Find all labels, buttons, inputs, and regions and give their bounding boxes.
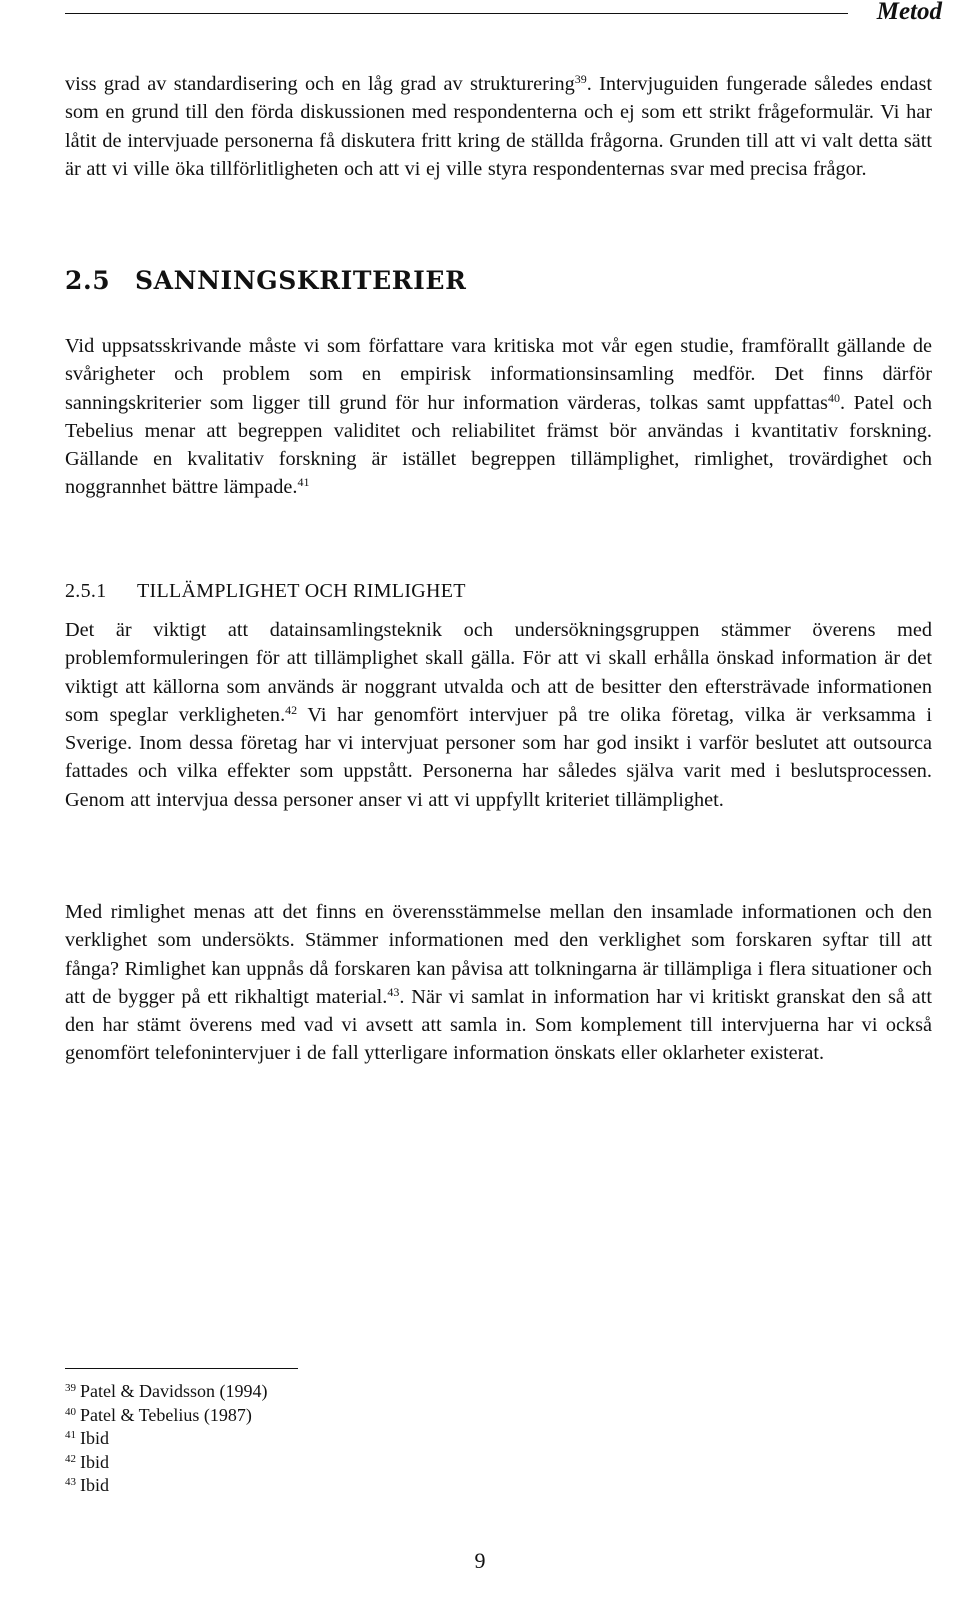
footnote-number: 40 (65, 1405, 76, 1418)
footnote-ref-42[interactable]: 42 (285, 702, 298, 717)
section-heading (65, 266, 466, 295)
paragraph-1 (65, 70, 932, 183)
footnote-item (65, 1451, 267, 1475)
header-rule (65, 13, 848, 14)
paragraph-4 (65, 898, 932, 1068)
paragraph-4-text-b: . När vi samlat in information har vi kritiskt granskat den så att den har stämt överens med vad vi avsett att samla in. Som komplement till intervjuerna har vi också genomfört telefonintervjuer i de fall ytterligare information önskats eller oklarheter existerat. (65, 985, 932, 1065)
footnote-ref-41[interactable]: 41 (297, 475, 310, 490)
paragraph-2-text-a: Vid uppsatsskrivande måste vi som författare vara kritiska mot vår egen studie, framförallt gällande de svårigheter och problem som en empirisk informationsinsamling medför. Det finns därför sanningskriterier som ligger till grund för hur information värderas, tolkas samt uppfattas (65, 335, 932, 414)
paragraph-3-text-b: Vi har genomfört intervjuer på tre olika företag, vilka är verksamma i Sverige. Inom dessa företag har vi intervjuat personer som har god insikt i varför beslutet att outsourca fattades och vilka effekter som uppstått. Personerna har således själva varit med i beslutsprocessen. Genom att intervjua dessa personer anser vi att vi uppfyllt kriteriet tillämplighet. (65, 703, 933, 811)
footnote-ref-40[interactable]: 40 (827, 390, 840, 405)
footnote-text: Patel & Davidsson (1994) (80, 1381, 268, 1401)
paragraph-3-text-a: Det är viktigt att datainsamlingsteknik och undersökningsgruppen stämmer överens med problemformuleringen för att tillämplighet skall gälla. För att vi skall erhålla önskad information är det viktigt att källorna som används är noggrant utvalda och att de besitter den eftersträvade informationen som speglar verkligheten. (65, 619, 932, 726)
footnote-text: Ibid (80, 1475, 109, 1495)
footnote-ref-39[interactable]: 39 (574, 72, 587, 86)
footnote-item (65, 1474, 267, 1498)
subsection-number: 2.5.1 (65, 580, 107, 602)
footnotes (65, 1380, 267, 1498)
footnote-number: 39 (65, 1382, 76, 1394)
paragraph-3 (65, 616, 932, 814)
paragraph-1-text-a: viss grad av standardisering och en låg grad av strukturering (65, 73, 575, 95)
paragraph-2-text-b: . Patel och Tebelius menar att begreppen validitet och reliabilitet främst bör användas i kvantitativ forskning. Gällande en kvalitativ forskning är istället begreppen tillämplighet, rimlighet, trovärdighet och noggrannhet bättre lämpade. (65, 391, 933, 499)
section-title: SANNINGSKRITERIER (135, 266, 467, 295)
paragraph-4-text-a: Med rimlighet menas att det finns en överensstämmelse mellan den insamlade informationen och den verklighet som undersökts. Stämmer informationen med den verklighet som forskaren syftar till att fånga? Rimlighet kan uppnås då forskaren kan påvisa att tolkningarna är tillämpliga i flera situationer och att de bygger på ett rikhaltigt material. (65, 901, 932, 1008)
footnote-number: 43 (65, 1476, 76, 1488)
footnote-item (65, 1404, 267, 1428)
footnote-number: 42 (65, 1452, 76, 1465)
page-number: 9 (474, 1548, 486, 1573)
footnote-text: Patel & Tebelius (1987) (80, 1404, 252, 1425)
subsection-title: TILLÄMPLIGHET OCH RIMLIGHET (137, 580, 466, 602)
paragraph-1-text-b: . Intervjuguiden fungerade således endast som en grund till den förda diskussionen med respondenterna och ej som ett strikt frågeformulär. Vi har låtit de intervjuade personerna få diskutera fritt kring de ställda frågorna. Grunden till att vi valt detta sätt är att vi ville öka tillförlitligheten och att vi ej ville styra respondenternas svar med precisa frågor. (65, 73, 932, 180)
footnote-text: Ibid (80, 1451, 109, 1472)
footnote-number: 41 (65, 1429, 76, 1441)
section-number: 2.5 (65, 266, 111, 295)
footnote-rule (65, 1368, 298, 1369)
footnote-ref-43[interactable]: 43 (387, 984, 400, 999)
subsection-heading (65, 580, 466, 603)
footnote-item (65, 1427, 267, 1451)
footnote-text: Ibid (80, 1428, 109, 1448)
paragraph-2 (65, 332, 932, 502)
running-header: Metod (871, 0, 942, 26)
footnote-item (65, 1380, 267, 1404)
